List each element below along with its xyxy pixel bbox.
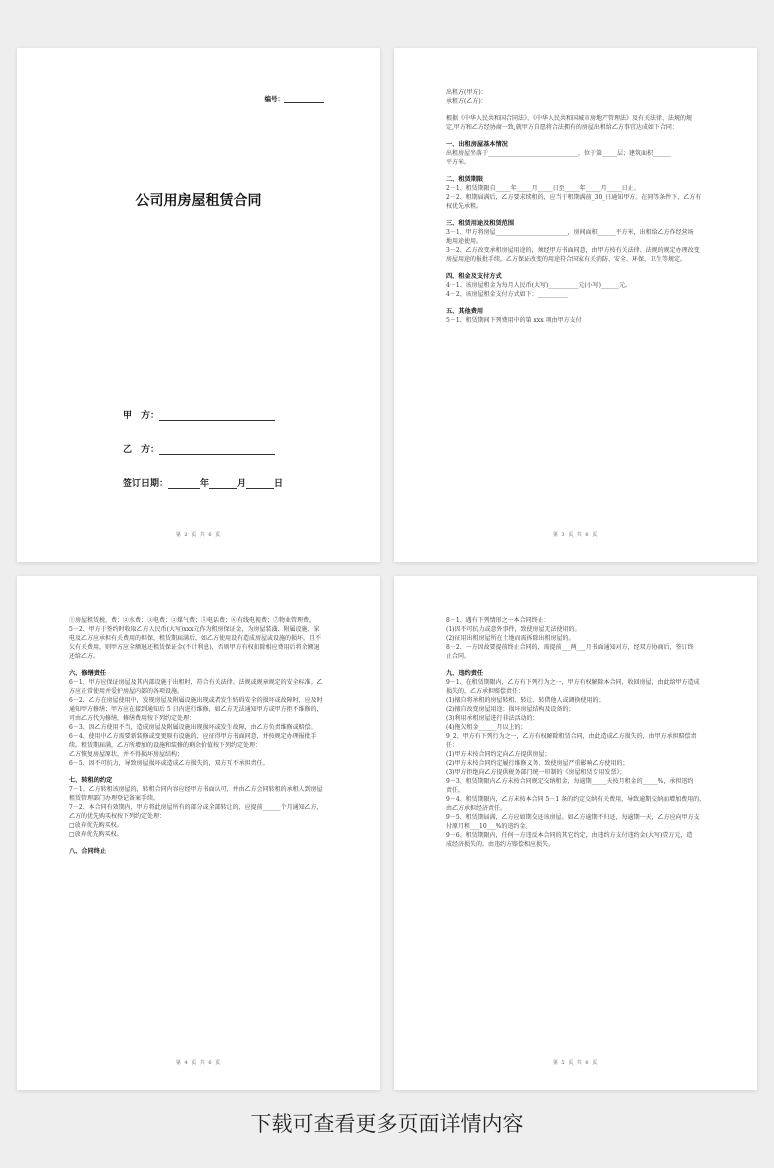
- page-body: [446, 616, 713, 849]
- body-line: 5－1、租赁期间下列费用中的第 xxx 项由甲方支付: [446, 317, 582, 324]
- body-line: 2－2、租期届满后，乙方要求续租的，应当于租期满前_30_日通知甲方。在同等条件下，乙方有: [446, 194, 702, 201]
- body-line: 乙方恢复房屋原状，并不得损坏房屋结构；: [69, 751, 184, 758]
- section-heading: 五、其他费用: [446, 308, 484, 315]
- body-line: 9－6、租赁期限内，任何一方违反本合同的其它约定，由违约方支付违约金(大写)壹万元，造: [446, 832, 693, 839]
- body-line: 5－2、甲方于签约时收取乙方人民币(大写)xxx元作为租房保证金，为房屋装潢、附属设施、家: [69, 626, 320, 633]
- download-banner: 下载可查看更多页面详情内容: [250, 1112, 524, 1136]
- paragraph-gap: [446, 661, 713, 669]
- body-line: (1)甲方未按合同约定向乙方提供房屋；: [446, 751, 551, 758]
- section-heading: 三、租赁用途及租赁范围: [446, 220, 515, 227]
- contract-cover-page: [17, 48, 380, 562]
- body-line: 6－5、因不可抗力，导致房屋损坏或造成乙方损失的，双方互不承担责任。: [69, 760, 269, 767]
- month-blank: [209, 479, 237, 489]
- body-line: 乙方的优先购买权按下列约定处理：: [69, 813, 166, 820]
- body-line: 责任。: [446, 787, 465, 794]
- contract-number: [265, 94, 325, 103]
- body-line: (1)因不可抗力或意外事件，致使房屋无法使用的。: [446, 626, 581, 633]
- year-blank: [168, 479, 200, 489]
- body-line: 承租方(乙方)：: [446, 98, 487, 105]
- body-line: 电及乙方应承担有关费用的担保，租赁期届满后，如乙方使用设有造成房屋或设施的损坏，且不: [69, 635, 322, 642]
- section-heading: 七、转租的约定: [69, 777, 113, 784]
- body-line: 由乙方承担经济责任。: [446, 805, 507, 812]
- body-line: (2)甲方未按合同约定履行维修义务，致使房屋严重影响乙方使用的；: [446, 760, 629, 767]
- page-footer: 第 4 页 共 6 页: [175, 1060, 222, 1066]
- body-line: (2)擅自改变房屋用途；损坏房屋结构及设备的；: [446, 706, 575, 713]
- body-line: 欠有关费用，则甲方应全额退还租赁保证金(不计利息)，否则甲方有权扣除相应费用后将余额退: [69, 644, 320, 651]
- body-line: 还给乙方。: [69, 653, 100, 660]
- body-line: 4－1、该房屋租金为每月人民币(大写)__________元(小写)______元。: [446, 282, 631, 289]
- section-heading: 八、合同终止: [69, 848, 107, 855]
- sign-date-row: [123, 476, 283, 489]
- section-heading: 六、修缮责任: [69, 670, 107, 677]
- party-b-row: [123, 442, 275, 455]
- body-line: 任：: [446, 742, 459, 749]
- body-line: 6－1、甲方应保证房屋及其内部设施于出租时，符合有关法律、法规或规章规定的安全标准。乙: [69, 679, 323, 686]
- body-line: □放弃优先购买权。: [69, 822, 123, 829]
- day-label: 日: [274, 479, 284, 489]
- contract-page-3: [394, 48, 757, 562]
- paragraph-gap: [69, 661, 336, 669]
- paragraph-gap: [446, 106, 713, 114]
- page-body: [69, 616, 336, 856]
- page-footer: 第 2 页 共 6 页: [175, 532, 222, 538]
- body-line: 地用途使用。: [446, 238, 483, 245]
- body-line: 租赁管理部门办理登记备案手续。: [69, 795, 160, 802]
- party-b-blank: [159, 445, 275, 455]
- body-line: 出租房屋坐落于______________________________，位于第_____层；建筑面积______: [446, 150, 672, 157]
- contract-page-5: [394, 576, 757, 1090]
- page-body: [446, 88, 713, 325]
- body-line: 可由乙方代为修缮，修缮费用按下列约定处理：: [69, 715, 196, 722]
- party-b-label: 乙 方：: [123, 445, 160, 455]
- contract-page-4: [17, 576, 380, 1090]
- section-heading: 四、租金及支付方式: [446, 273, 502, 280]
- body-line: (1)擅自将承租的房屋转租、转让、转借他人或调换使用的；: [446, 697, 605, 704]
- sign-date-label: 签订日期：: [123, 479, 169, 489]
- body-line: 平方米。: [446, 159, 471, 166]
- body-line: 7－1、乙方转租该房屋的，转租合同内容应经甲方书面认可，并由乙方会同转租的承租人到房屋: [69, 786, 323, 793]
- body-line: 9－3、租赁期限内乙方未按合同规定交纳租金，每逾期_____天按月租金的_____%，承担违约: [446, 778, 694, 785]
- party-a-blank: [159, 411, 275, 421]
- paragraph-gap: [446, 132, 713, 140]
- contract-number-blank: [284, 102, 324, 103]
- paragraph-gap: [446, 264, 713, 272]
- contract-title: 公司用房屋租赁合同: [135, 193, 262, 209]
- body-line: 6－2、乙方在房屋使用中，发现房屋及附属设施出现或者发生妨碍安全的损坏或故障时，应及时: [69, 697, 323, 704]
- paragraph-gap: [69, 839, 336, 847]
- paragraph-gap: [446, 299, 713, 307]
- body-line: 8－2、一方因故要提前终止合同的，需提前___两___月书面通知对方，经双方协商后，签订终: [446, 644, 694, 651]
- body-line: 损失的，乙方承担赔偿责任：: [446, 688, 525, 695]
- body-line: 定,甲方和乙方经协商一致,就甲方自愿将合法拥有的房屋出租给乙方事宜达成如下合同：: [446, 124, 678, 131]
- body-line: 根据《中华人民共和国合同法》、《中华人民共和国城市房地产管理法》及有关法律、法规的规: [446, 115, 693, 122]
- body-line: 9_2、甲方有下列行为之一，乙方有权解除租赁合同，由此造成乙方损失的，由甲方承担赔偿责: [446, 733, 697, 740]
- contract-number-label: 编号：: [264, 95, 284, 103]
- paragraph-gap: [446, 167, 713, 175]
- section-heading: 一、出租房屋基本情况: [446, 141, 508, 148]
- paragraph-gap: [69, 768, 336, 776]
- body-line: 7－2、本合同有效期内，甲方将此房屋所有的部分或全部转让的，应提前______个月通知乙方，: [69, 804, 323, 811]
- body-line: (2)征用出租房屋所在土地而需拆除出租房屋的。: [446, 635, 575, 642]
- body-line: 3－1、甲方将房屋________________________，房间面积______平方米，出租给乙方作经营场: [446, 229, 694, 236]
- party-a-label: 甲 方：: [123, 411, 160, 421]
- body-line: 9－5、租赁期届满，乙方应如期交还该房屋。如乙方逾期不归还，每逾期一天，乙方应向甲方支: [446, 814, 700, 821]
- body-line: 止合同。: [446, 653, 471, 660]
- paragraph-gap: [446, 211, 713, 219]
- body-line: 方应正常使用并爱护房屋内部的各项设施。: [69, 688, 184, 695]
- page-footer: 第 3 页 共 6 页: [552, 532, 599, 538]
- body-line: 9－1、在租赁期限内，乙方有下列行为之一，甲方有权解除本合同，收回房屋，由此给甲方造成: [446, 679, 700, 686]
- body-line: 出租方(甲方)：: [446, 89, 487, 96]
- page-footer: 第 5 页 共 6 页: [552, 1060, 599, 1066]
- body-line: 3－2、乙方改变承租房屋用途的，须经甲方书面同意，由甲方按有关法律、法规的规定办理改变: [446, 247, 700, 254]
- section-heading: 二、租赁期限: [446, 176, 484, 183]
- party-a-row: [123, 408, 275, 421]
- body-line: 2－1、租赁期限自_____年_____月_____日至_____年_____月_____日止。: [446, 185, 640, 192]
- body-line: 成经济损失的，由违约方赔偿相应损失。: [446, 841, 555, 848]
- body-line: (3)甲方拒绝向乙方提供税务部门统一印制的《房屋租赁专用发票》；: [446, 769, 626, 776]
- year-label: 年: [200, 479, 210, 489]
- body-line: (3)利用承租房屋进行非法活动的；: [446, 715, 539, 722]
- body-line: 6－3、因乙方使用不当，造成房屋及附属设施出现损坏或发生故障，由乙方负责维修或赔偿。: [69, 724, 317, 731]
- body-line: 续。租赁期届满，乙方所增加的设施和装修的剩余价值按下列约定处理：: [69, 742, 262, 749]
- body-line: 4－2、该房屋租金支付方式如下：__________: [446, 291, 568, 298]
- body-line: □放弃优先购买权。: [69, 831, 123, 838]
- body-line: 通知甲方修缮；甲方应在接到通知后 5 日内进行维修，如乙方无法通知甲方或甲方拒不维修的，: [69, 706, 323, 713]
- body-line: (4)拖欠租金______月以上的；: [446, 724, 527, 731]
- day-blank: [246, 479, 274, 489]
- body-line: ①房屋租赁税、费；②水费；③电费；④煤气费；⑤电话费；⑥有线电视费；⑦物业管理费。: [69, 617, 316, 624]
- body-line: 房屋用途的报批手续。乙方保证改变的用途符合国家有关消防、安全、环保、卫生等规定。: [446, 256, 687, 263]
- body-line: 权优先承租。: [446, 203, 483, 210]
- month-label: 月: [237, 479, 247, 489]
- body-line: 8－1、遇有下列情形之一本合同终止：: [446, 617, 550, 624]
- body-line: 付原月租___10___%的违约金。: [446, 823, 532, 830]
- section-heading: 九、违约责任: [446, 670, 484, 677]
- body-line: 6－4、使用中乙方需要新装修或变更原有设施的，应征得甲方书面同意，并按规定办理报批手: [69, 733, 317, 740]
- body-line: 9－4、租赁期限内，乙方未按本合同 5－1 条的约定交纳有关费用，导致逾期交纳而增加费用的，: [446, 796, 706, 803]
